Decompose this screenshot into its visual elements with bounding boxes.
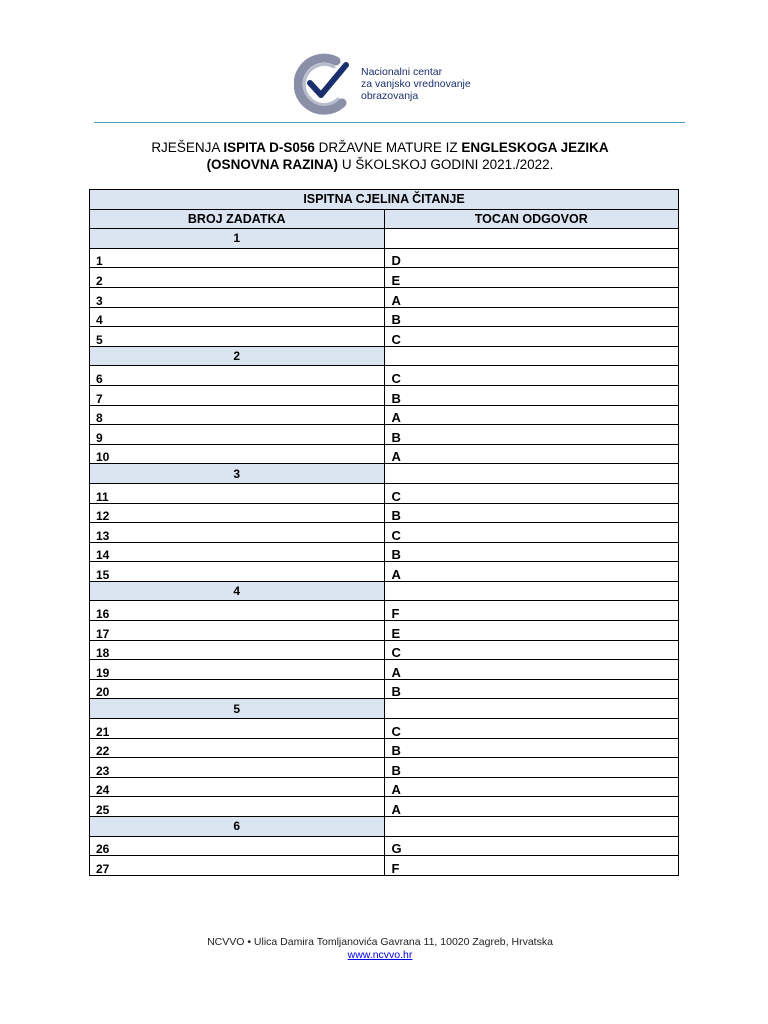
- section-title: ISPITNA CJELINA ČITANJE: [90, 190, 679, 210]
- group-empty-cell: [384, 817, 679, 837]
- table-row: [90, 542, 679, 562]
- table-row: [90, 679, 679, 699]
- title-level: (OSNOVNA RAZINA): [206, 157, 339, 172]
- table-row: [90, 836, 679, 856]
- table-row: [90, 660, 679, 680]
- task-number: 3: [90, 287, 385, 307]
- document-title: [80, 139, 680, 173]
- group-row: [90, 581, 679, 601]
- correct-answer: A: [384, 444, 679, 464]
- table-row: [90, 797, 679, 817]
- correct-answer: C: [384, 483, 679, 503]
- task-number: 11: [90, 483, 385, 503]
- correct-answer: B: [384, 425, 679, 445]
- task-number: 2: [90, 268, 385, 288]
- ncvvo-logo: [294, 53, 484, 115]
- task-number: 24: [90, 777, 385, 797]
- task-number: 27: [90, 856, 385, 876]
- org-name-line-1: Nacionalni centar: [361, 66, 443, 78]
- task-number: 21: [90, 719, 385, 739]
- task-number: 15: [90, 562, 385, 582]
- section-header-row: [90, 190, 679, 210]
- correct-answer: C: [384, 640, 679, 660]
- column-header-row: [90, 209, 679, 229]
- title-part-3: DRŽAVNE MATURE IZ: [314, 140, 462, 155]
- task-number: 23: [90, 758, 385, 778]
- group-row: [90, 464, 679, 484]
- title-subject: ENGLESKOGA JEZIKA: [461, 140, 609, 155]
- correct-answer: D: [384, 248, 679, 268]
- task-number: 1: [90, 248, 385, 268]
- group-label: 5: [90, 699, 385, 719]
- table-row: [90, 777, 679, 797]
- correct-answer: A: [384, 287, 679, 307]
- table-row: [90, 562, 679, 582]
- correct-answer: B: [384, 738, 679, 758]
- correct-answer: C: [384, 366, 679, 386]
- task-number: 20: [90, 679, 385, 699]
- group-label: 4: [90, 581, 385, 601]
- task-number: 8: [90, 405, 385, 425]
- correct-answer: A: [384, 562, 679, 582]
- correct-answer: B: [384, 758, 679, 778]
- correct-answer: A: [384, 660, 679, 680]
- correct-answer: F: [384, 856, 679, 876]
- title-year: U ŠKOLSKOJ GODINI 2021./2022.: [338, 157, 554, 172]
- correct-answer: B: [384, 307, 679, 327]
- correct-answer: C: [384, 719, 679, 739]
- org-name: [361, 66, 471, 102]
- group-row: [90, 817, 679, 837]
- group-empty-cell: [384, 699, 679, 719]
- table-row: [90, 268, 679, 288]
- page-footer: [80, 936, 680, 962]
- org-name-line-2: za vanjsko vrednovanje: [361, 78, 471, 90]
- group-empty-cell: [384, 346, 679, 366]
- group-empty-cell: [384, 464, 679, 484]
- task-number: 18: [90, 640, 385, 660]
- table-row: [90, 621, 679, 641]
- correct-answer: C: [384, 327, 679, 347]
- correct-answer: E: [384, 621, 679, 641]
- table-row: [90, 856, 679, 876]
- correct-answer: B: [384, 503, 679, 523]
- group-label: 2: [90, 346, 385, 366]
- table-row: [90, 601, 679, 621]
- correct-answer: C: [384, 523, 679, 543]
- column-header-correct-answer: TOCAN ODGOVOR: [384, 209, 679, 229]
- task-number: 9: [90, 425, 385, 445]
- table-row: [90, 366, 679, 386]
- table-row: [90, 425, 679, 445]
- correct-answer: A: [384, 777, 679, 797]
- correct-answer: G: [384, 836, 679, 856]
- task-number: 12: [90, 503, 385, 523]
- table-row: [90, 758, 679, 778]
- task-number: 16: [90, 601, 385, 621]
- table-row: [90, 483, 679, 503]
- task-number: 5: [90, 327, 385, 347]
- footer-address: NCVVO • Ulica Damira Tomljanovića Gavrana 11, 10020 Zagreb, Hrvatska: [207, 936, 553, 948]
- group-row: [90, 346, 679, 366]
- table-row: [90, 307, 679, 327]
- group-empty-cell: [384, 581, 679, 601]
- answers-table: [89, 189, 679, 876]
- group-label: 3: [90, 464, 385, 484]
- task-number: 14: [90, 542, 385, 562]
- correct-answer: A: [384, 405, 679, 425]
- task-number: 6: [90, 366, 385, 386]
- correct-answer: B: [384, 679, 679, 699]
- footer-website-link[interactable]: www.ncvvo.hr: [347, 949, 413, 961]
- task-number: 13: [90, 523, 385, 543]
- table-row: [90, 405, 679, 425]
- task-number: 26: [90, 836, 385, 856]
- task-number: 19: [90, 660, 385, 680]
- table-row: [90, 719, 679, 739]
- group-label: 6: [90, 817, 385, 837]
- correct-answer: E: [384, 268, 679, 288]
- task-number: 7: [90, 385, 385, 405]
- task-number: 10: [90, 444, 385, 464]
- table-row: [90, 503, 679, 523]
- group-row: [90, 699, 679, 719]
- table-row: [90, 327, 679, 347]
- group-label: 1: [90, 229, 385, 249]
- task-number: 22: [90, 738, 385, 758]
- table-row: [90, 287, 679, 307]
- table-row: [90, 640, 679, 660]
- task-number: 4: [90, 307, 385, 327]
- header-divider: [94, 122, 685, 123]
- table-row: [90, 523, 679, 543]
- checkmark-logo-icon: [294, 53, 356, 115]
- table-row: [90, 738, 679, 758]
- group-empty-cell: [384, 229, 679, 249]
- table-row: [90, 248, 679, 268]
- title-part-1: RJEŠENJA: [151, 140, 224, 155]
- correct-answer: B: [384, 385, 679, 405]
- column-header-task-number: BROJ ZADATKA: [90, 209, 385, 229]
- correct-answer: F: [384, 601, 679, 621]
- group-row: [90, 229, 679, 249]
- org-name-line-3: obrazovanja: [361, 90, 419, 102]
- table-row: [90, 444, 679, 464]
- task-number: 17: [90, 621, 385, 641]
- title-exam-code: ISPITA D-S056: [223, 140, 315, 155]
- correct-answer: A: [384, 797, 679, 817]
- task-number: 25: [90, 797, 385, 817]
- correct-answer: B: [384, 542, 679, 562]
- table-row: [90, 385, 679, 405]
